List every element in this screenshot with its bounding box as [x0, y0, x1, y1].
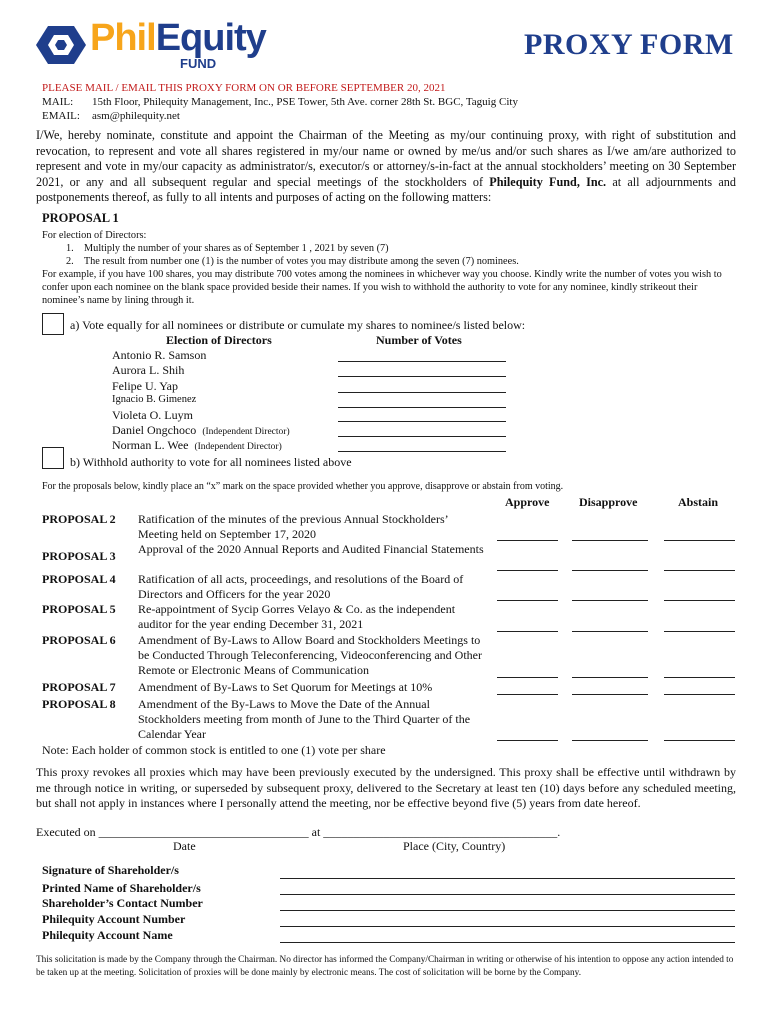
- account-name-line[interactable]: [280, 942, 735, 943]
- logo-subtitle: FUND: [180, 56, 217, 71]
- proposal-6-label: PROPOSAL 6: [42, 633, 116, 647]
- deadline-notice: PLEASE MAIL / EMAIL THIS PROXY FORM ON OR BEFORE SEPTEMBER 20, 2021: [42, 82, 446, 94]
- proposal-2-desc: Ratification of the minutes of the previous Annual Stockholders’ Meeting held on September 17, 2020: [138, 512, 448, 542]
- nominee-row: Violeta O. Luym: [112, 408, 193, 422]
- abstain-line[interactable]: [664, 694, 735, 695]
- abstain-line[interactable]: [664, 570, 735, 571]
- instruction-2: 2. The result from number one (1) is the number of votes you may distribute among the seven (7) nominees.: [66, 256, 519, 267]
- signature-line[interactable]: [280, 878, 735, 879]
- page-title: PROXY FORM: [524, 28, 734, 61]
- proposal-3-label: PROPOSAL 3: [42, 549, 116, 563]
- nominee-row: Ignacio B. Gimenez: [112, 394, 197, 405]
- nominee-row: Antonio R. Samson: [112, 348, 207, 362]
- votes-input[interactable]: [338, 376, 506, 377]
- approve-line[interactable]: [497, 570, 558, 571]
- approve-line[interactable]: [497, 540, 558, 541]
- abstain-line[interactable]: [664, 677, 735, 678]
- disapprove-line[interactable]: [572, 600, 648, 601]
- contact-number-line[interactable]: [280, 910, 735, 911]
- date-label: Date: [173, 839, 196, 853]
- option-b-label: b) Withhold authority to vote for all nominees listed above: [70, 455, 352, 469]
- account-name-label: Philequity Account Name: [42, 928, 173, 942]
- printed-name-label: Printed Name of Shareholder/s: [42, 881, 201, 895]
- proposal-7-desc: Amendment of By-Laws to Set Quorum for Meetings at 10%: [138, 680, 433, 694]
- proposal-8-label: PROPOSAL 8: [42, 697, 116, 711]
- proposal-5-label: PROPOSAL 5: [42, 602, 116, 616]
- proposal-7-label: PROPOSAL 7: [42, 680, 116, 694]
- disapprove-line[interactable]: [572, 570, 648, 571]
- approve-line[interactable]: [497, 600, 558, 601]
- proposal-2-label: PROPOSAL 2: [42, 512, 116, 526]
- proposal-1-heading: PROPOSAL 1: [42, 211, 119, 225]
- mail-label: MAIL:: [42, 96, 74, 108]
- abstain-line[interactable]: [664, 740, 735, 741]
- solicitation-footer: This solicitation is made by the Company through the Chairman. No director has informed the Company/Chairman in writing or otherwise of his intention to oppose any action intended to be taken up at the meeting. Solicitation of proxies will be done mainly by electronic means. The cost of solicitation will be borne by the Company.: [36, 955, 734, 978]
- logo-mark-icon: [36, 24, 86, 66]
- votes-input[interactable]: [338, 392, 506, 393]
- nominee-row: Felipe U. Yap: [112, 379, 179, 393]
- voting-instruction: For the proposals below, kindly place an “x” mark on the space provided whether you approve, disapprove or abstain from voting.: [42, 481, 564, 492]
- proxy-intro-paragraph: I/We, hereby nominate, constitute and appoint the Chairman of the Meeting as my/our continuing proxy, with right of substitution and revocation, to represent and vote all shares registered in my/our name or owned by me/us and/or such shares as I/we am/are authorized to represent and vote in my/our capacity as administrator/s, executor/s or attorney/s-in-fact at the annual stockholders’ meeting on 30 September 2021, or any and all subsequent regular and special meetings of the stockholders of Philequity Fund, Inc. at all adjournments and postponements thereof, as fully to all intents and purposes of acting on the following matters:: [36, 128, 736, 204]
- proposal-5-desc: Re-appointment of Sycip Gorres Velayo & Co. as the independent auditor for the year ending December 31, 2021: [138, 602, 456, 632]
- votes-input[interactable]: [338, 421, 506, 422]
- abstain-column-header: Abstain: [678, 495, 719, 509]
- approve-line[interactable]: [497, 740, 558, 741]
- election-heading: For election of Directors:: [42, 230, 147, 241]
- abstain-line[interactable]: [664, 600, 735, 601]
- nominee-row: Norman L. Wee (Independent Director): [112, 438, 282, 452]
- disapprove-line[interactable]: [572, 631, 648, 632]
- disapprove-line[interactable]: [572, 740, 648, 741]
- proposal-6-desc: Amendment of By-Laws to Allow Board and Stockholders Meetings to be Conducted Through Teleconferencing, Videoconferencing and Other Remote or Electronic Means of Communication: [138, 633, 482, 678]
- account-number-line[interactable]: [280, 926, 735, 927]
- approve-line[interactable]: [497, 677, 558, 678]
- disapprove-line[interactable]: [572, 540, 648, 541]
- example-text: For example, if you have 100 shares, you may distribute 700 votes among the nominees in whichever way you choose. Kindly write the number of votes you wish to confer upon each nominee on the blank space provided beside their names. If you wish to withhold the authority to vote for any nominee, kindly strikeout their nominee’s name by lining through it.: [42, 269, 722, 306]
- printed-name-line[interactable]: [280, 894, 735, 895]
- account-number-label: Philequity Account Number: [42, 912, 186, 926]
- vote-note: Note: Each holder of common stock is entitled to one (1) vote per share: [42, 743, 386, 757]
- votes-input[interactable]: [338, 436, 506, 437]
- mail-address: 15th Floor, Philequity Management, Inc., PSE Tower, 5th Ave. corner 28th St. BGC, Taguig City: [92, 96, 518, 108]
- approve-line[interactable]: [497, 631, 558, 632]
- nominee-row: Aurora L. Shih: [112, 363, 185, 377]
- email-label: EMAIL:: [42, 110, 80, 122]
- approve-line[interactable]: [497, 694, 558, 695]
- option-a-checkbox[interactable]: [42, 313, 64, 335]
- nominee-row: Daniel Ongchoco (Independent Director): [112, 423, 290, 437]
- option-b-checkbox[interactable]: [42, 447, 64, 469]
- contact-number-label: Shareholder’s Contact Number: [42, 896, 203, 910]
- company-logo: PhilEquity: [90, 17, 266, 59]
- disapprove-column-header: Disapprove: [579, 495, 638, 509]
- revocation-paragraph: This proxy revokes all proxies which may have been previously executed by the undersigned. This proxy shall be effective until withdrawn by me through notice in writing, or superseded by subsequent proxy, delivered to the Secretary at least ten (10) days before any scheduled meeting, but shall not apply in instances where I personally attend the meeting, nor be effective beyond five (5) years from date hereof.: [36, 765, 736, 810]
- executed-line[interactable]: Executed on ___________________________________ at _______________________________________.: [36, 825, 561, 839]
- disapprove-line[interactable]: [572, 677, 648, 678]
- votes-column-header: Number of Votes: [376, 333, 462, 347]
- instruction-1: 1. Multiply the number of your shares as of September 1 , 2021 by seven (7): [66, 243, 389, 254]
- votes-input[interactable]: [338, 407, 506, 408]
- votes-input[interactable]: [338, 361, 506, 362]
- signature-label: Signature of Shareholder/s: [42, 863, 179, 877]
- proposal-4-desc: Ratification of all acts, proceedings, and resolutions of the Board of Directors and Officers for the year 2020: [138, 572, 464, 602]
- approve-column-header: Approve: [505, 495, 550, 509]
- abstain-line[interactable]: [664, 631, 735, 632]
- votes-input[interactable]: [338, 451, 506, 452]
- email-address[interactable]: asm@philequity.net: [92, 110, 180, 122]
- disapprove-line[interactable]: [572, 694, 648, 695]
- proposal-4-label: PROPOSAL 4: [42, 572, 116, 586]
- place-label: Place (City, Country): [403, 839, 506, 853]
- election-column-header: Election of Directors: [166, 333, 272, 347]
- abstain-line[interactable]: [664, 540, 735, 541]
- proposal-3-desc: Approval of the 2020 Annual Reports and Audited Financial Statements: [138, 542, 484, 556]
- proposal-8-desc: Amendment of the By-Laws to Move the Date of the Annual Stockholders meeting from month of June to the Third Quarter of the Calendar Year: [138, 697, 471, 742]
- option-a-label: a) Vote equally for all nominees or distribute or cumulate my shares to nominee/s listed below:: [70, 318, 526, 332]
